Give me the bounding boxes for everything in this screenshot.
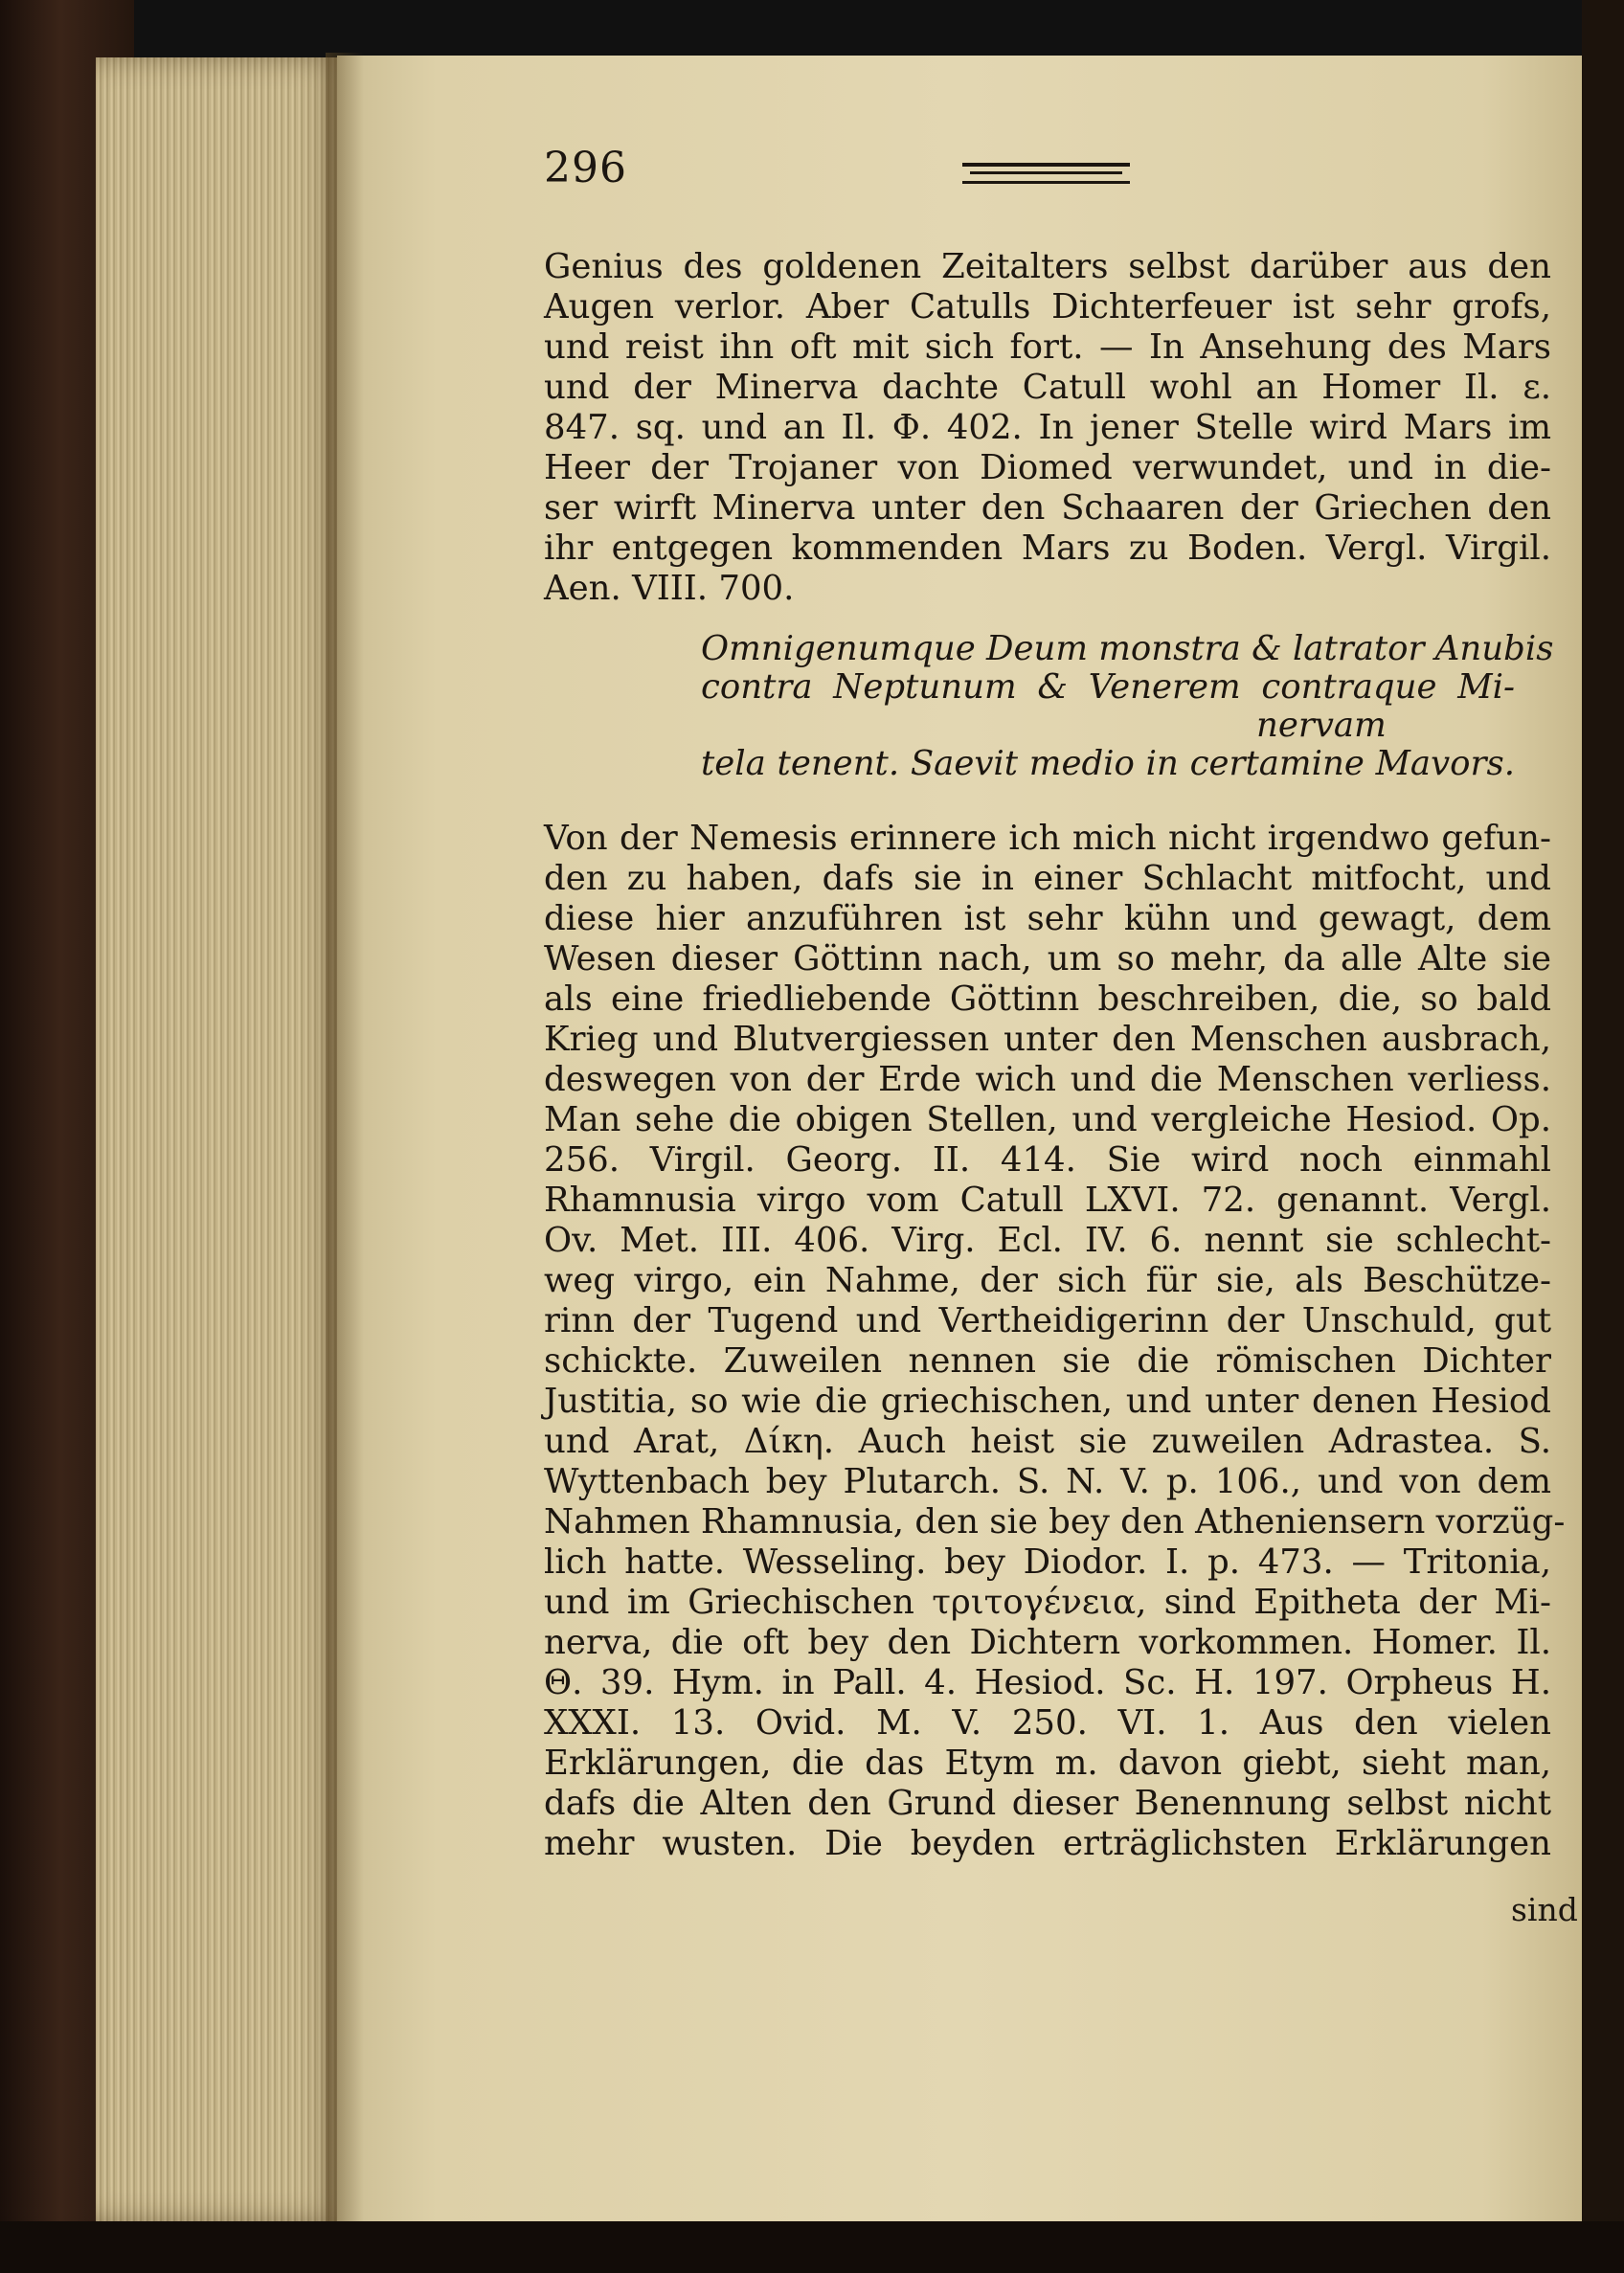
quote-line: Omnigenumque Deum monstra & latrator Anubis — [701, 629, 1554, 668]
header-ornament — [962, 163, 1130, 184]
text-line: Nahmen Rhamnusia, den sie bey den Atheniensern vorzüg- — [544, 1502, 1566, 1542]
text-line: Genius des goldenen Zeitalters selbst darüber aus den — [544, 247, 1551, 286]
text-line: rinn der Tugend und Vertheidigerinn der Unschuld, gut — [544, 1301, 1551, 1340]
text-line: Θ. 39. Hym. in Pall. 4. Hesiod. Sc. H. 197. Orpheus H. — [544, 1663, 1551, 1702]
page-edges — [96, 57, 345, 2221]
text-line: 256. Virgil. Georg. II. 414. Sie wird noch einmahl — [544, 1140, 1551, 1180]
text-line: Aen. VIII. 700. — [544, 569, 795, 608]
text-line: Rhamnusia virgo vom Catull LXVI. 72. genannt. Vergl. — [544, 1181, 1551, 1220]
text-line: und der Minerva dachte Catull wohl an Homer Il. ε. — [544, 368, 1551, 407]
text-line: deswegen von der Erde wich und die Menschen verliess. — [544, 1060, 1551, 1099]
text-line: nerva, die oft bey den Dichtern vorkommen. Homer. Il. — [544, 1623, 1551, 1662]
text-line: 847. sq. und an Il. Φ. 402. In jener Stelle wird Mars im — [544, 408, 1551, 447]
text-line: Justitia, so wie die griechischen, und unter denen Hesiod — [544, 1382, 1551, 1421]
text-line: Erklärungen, die das Etym m. davon giebt, sieht man, — [544, 1744, 1551, 1783]
text-line: XXXI. 13. Ovid. M. V. 250. VI. 1. Aus den vielen — [544, 1703, 1551, 1743]
text-line: schickte. Zuweilen nennen sie die römischen Dichter — [544, 1341, 1551, 1381]
paragraph-2 — [544, 819, 1566, 1864]
text-line: Wyttenbach bey Plutarch. S. N. V. p. 106., und von dem — [544, 1462, 1551, 1501]
page-number: 296 — [544, 144, 627, 192]
text-line: Von der Nemesis erinnere ich mich nicht irgendwo gefun- — [544, 819, 1551, 858]
text-line: ihr entgegen kommenden Mars zu Boden. Vergl. Virgil. — [544, 529, 1551, 568]
text-line: den zu haben, dafs sie in einer Schlacht mitfocht, und — [544, 859, 1551, 898]
text-line: und Arat, Δίκη. Auch heist sie zuweilen Adrastea. S. — [544, 1422, 1551, 1461]
page-gutter — [326, 53, 364, 2226]
text-line: Heer der Trojaner von Diomed verwundet, und in die- — [544, 448, 1551, 487]
paragraph-1 — [544, 247, 1551, 609]
quote-line: contra Neptunum & Venerem contraque Mi- — [701, 667, 1515, 707]
text-line: weg virgo, ein Nahme, der sich für sie, als Beschütze- — [544, 1261, 1551, 1300]
text-line: und reist ihn oft mit sich fort. — In Ansehung des Mars — [544, 327, 1551, 367]
text-line: mehr wusten. Die beyden erträglichsten Erklärungen — [544, 1824, 1551, 1863]
text-line: diese hier anzuführen ist sehr kühn und gewagt, dem — [544, 899, 1551, 938]
text-line: Wesen dieser Göttinn nach, um so mehr, da alle Alte sie — [544, 939, 1551, 979]
text-line: ser wirft Minerva unter den Schaaren der Griechen den — [544, 488, 1551, 528]
text-line: Ov. Met. III. 406. Virg. Ecl. IV. 6. nennt sie schlecht- — [544, 1221, 1551, 1260]
quote-line: tela tenent. Saevit medio in certamine Mavors. — [701, 744, 1515, 783]
text-line: dafs die Alten den Grund dieser Benennung selbst nicht — [544, 1784, 1551, 1823]
latin-quote — [701, 629, 1554, 783]
text-line: Man sehe die obigen Stellen, und vergleiche Hesiod. Op. — [544, 1100, 1551, 1139]
book-cover-right — [1582, 0, 1624, 2273]
text-line: Augen verlor. Aber Catulls Dichterfeuer ist sehr grofs, — [544, 287, 1551, 326]
bottom-shadow — [0, 2221, 1624, 2273]
text-line: lich hatte. Wesseling. bey Diodor. I. p. 473. — Tritonia, — [544, 1542, 1551, 1582]
quote-line: nervam — [1256, 706, 1387, 745]
text-line: Krieg und Blutvergiessen unter den Menschen ausbrach, — [544, 1020, 1551, 1059]
catchword: sind — [1511, 1891, 1578, 1928]
text-line: als eine friedliebende Göttinn beschreiben, die, so bald — [544, 979, 1551, 1019]
text-line: und im Griechischen τριτογένεια, sind Epitheta der Mi- — [544, 1583, 1551, 1622]
